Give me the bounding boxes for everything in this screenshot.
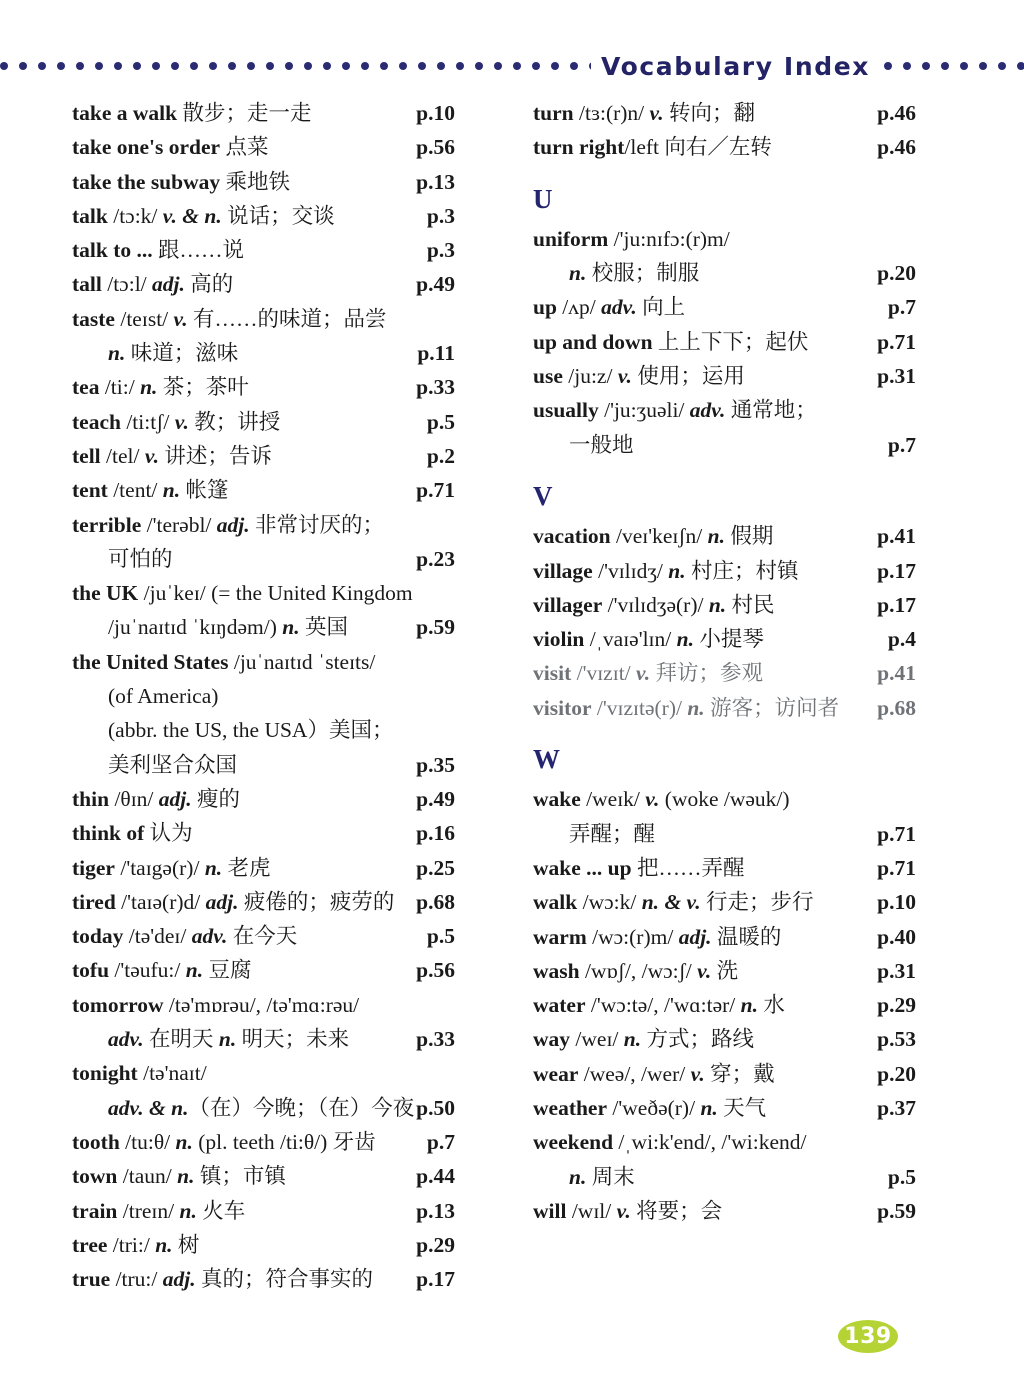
entry-continuation-line: (of America): [108, 684, 219, 709]
entry-text: [72, 645, 527, 782]
vocabulary-entry: [72, 576, 527, 645]
entry-headword-line: tree /tri:/ n. 树 p.29: [72, 1228, 455, 1262]
vocabulary-entry: [533, 325, 988, 359]
entry-page-reference: p.29: [877, 993, 916, 1018]
entry-page-reference: p.29: [416, 1232, 455, 1257]
entry-headword-line: weekend /ˌwi:k'end/, /'wi:kend/: [533, 1130, 807, 1155]
vocabulary-entry: [72, 405, 527, 439]
vocabulary-entry: [533, 359, 988, 393]
entry-page-reference: p.35: [416, 752, 455, 777]
header-dot: [304, 62, 312, 70]
header-dot: [475, 62, 483, 70]
vocabulary-entry: [72, 302, 527, 371]
entry-headword-line: tea /ti:/ n. 茶；茶叶 p.33: [72, 370, 455, 404]
entry-page-reference: p.23: [416, 546, 455, 571]
vocabulary-entry: [72, 1159, 527, 1193]
vocabulary-entry: [533, 290, 988, 324]
entry-text: [533, 393, 988, 462]
page-number-badge: [838, 1320, 898, 1353]
entry-text: [533, 96, 988, 130]
entry-page-reference: p.17: [416, 1267, 455, 1292]
vocabulary-entry: [72, 782, 527, 816]
vocabulary-entry: [72, 473, 527, 507]
entry-text: [533, 988, 988, 1022]
entry-continuation-line: n. 周末 p.5: [533, 1160, 916, 1194]
header-dot: [228, 62, 236, 70]
entry-text: [533, 1194, 988, 1228]
entry-text: [533, 519, 988, 553]
vocabulary-entry: [72, 233, 527, 267]
header-dot: [532, 62, 540, 70]
entry-headword-line: turn right/left 向右／左转 p.46: [533, 130, 916, 164]
entry-headword-line: wear /weə/, /wer/ v. 穿；戴 p.20: [533, 1057, 916, 1091]
entry-page-reference: p.11: [417, 341, 455, 366]
header-dot: [494, 62, 502, 70]
entry-page-reference: p.41: [877, 661, 916, 686]
header-dot: [76, 62, 84, 70]
entry-headword-line: town /taun/ n. 镇；市镇 p.44: [72, 1159, 455, 1193]
entry-continuation-line: 可怕的 p.23: [72, 542, 455, 576]
entry-text: [533, 1125, 988, 1194]
entry-text: [533, 782, 988, 851]
entry-text: [533, 920, 988, 954]
entry-page-reference: p.59: [416, 615, 455, 640]
entry-page-reference: p.56: [416, 958, 455, 983]
entry-text: [72, 508, 527, 577]
entry-text: [72, 199, 527, 233]
entry-continuation-line: adv. 在明天 n. 明天；未来 p.33: [72, 1022, 455, 1056]
vocabulary-entry: [533, 1022, 988, 1056]
entry-headword-line: take one's order 点菜 p.56: [72, 130, 455, 164]
page-header: [0, 44, 1024, 88]
entry-page-reference: p.68: [877, 695, 916, 720]
entry-headword-line: wake /weɪk/ v. (woke /wəuk/): [533, 787, 790, 812]
entry-text: [72, 919, 527, 953]
entry-headword-line: terrible /'terəbl/ adj. 非常讨厌的；: [72, 512, 385, 537]
vocabulary-entry: [72, 885, 527, 919]
entry-page-reference: p.31: [877, 958, 916, 983]
entry-text: [533, 885, 988, 919]
header-dot: [95, 62, 103, 70]
entry-page-reference: p.33: [416, 375, 455, 400]
vocabulary-entry: [72, 1056, 527, 1125]
entry-text: [72, 816, 527, 850]
vocabulary-entry: [533, 988, 988, 1022]
entry-page-reference: p.13: [416, 1198, 455, 1223]
vocabulary-entry: [533, 920, 988, 954]
entry-page-reference: p.71: [877, 329, 916, 354]
entry-headword-line: uniform /'ju:nɪfɔ:(r)m/: [533, 226, 730, 251]
entry-page-reference: p.40: [877, 924, 916, 949]
entry-text: [533, 359, 988, 393]
entry-text: [72, 1056, 527, 1125]
section-letter-v: V: [533, 480, 553, 511]
header-dot: [437, 62, 445, 70]
entry-headword-line: the United States /juˈnaɪtɪd ˈsteɪts/: [72, 649, 376, 674]
entry-headword-line: up and down 上上下下；起伏 p.71: [533, 325, 916, 359]
vocabulary-entry: [533, 519, 988, 553]
header-dot: [0, 62, 8, 70]
vocabulary-entry: [533, 622, 988, 656]
entry-page-reference: p.10: [877, 890, 916, 915]
vocabulary-entry: [533, 1194, 988, 1228]
header-dot: [941, 62, 949, 70]
vocabulary-entry: [72, 130, 527, 164]
entry-text: [533, 325, 988, 359]
header-dot: [998, 62, 1006, 70]
page-number-text: 139: [844, 1324, 892, 1349]
entry-headword-line: tofu /'təufu:/ n. 豆腐 p.56: [72, 953, 455, 987]
header-dot: [133, 62, 141, 70]
vocabulary-entry: [533, 656, 988, 690]
entry-headword-line: water /'wɔ:tə/, /'wɑ:tər/ n. 水 p.29: [533, 988, 916, 1022]
header-dot-run-left: [0, 44, 591, 88]
header-dot: [19, 62, 27, 70]
vocabulary-entry: [72, 1262, 527, 1296]
entry-text: [72, 1159, 527, 1193]
entry-continuation-line: n. 校服；制服 p.20: [533, 256, 916, 290]
entry-continuation-line: adv. & n.（在）今晚；（在）今夜 p.50: [72, 1091, 455, 1125]
header-dot: [418, 62, 426, 70]
entry-page-reference: p.7: [887, 432, 916, 457]
header-dot: [513, 62, 521, 70]
header-dot: [266, 62, 274, 70]
entry-text: [72, 405, 527, 439]
entry-page-reference: p.71: [416, 478, 455, 503]
entry-page-reference: p.33: [416, 1027, 455, 1052]
entry-page-reference: p.46: [877, 101, 916, 125]
entry-headword-line: tiger /'taɪgə(r)/ n. 老虎 p.25: [72, 851, 455, 885]
entry-text: [533, 1022, 988, 1056]
entry-page-reference: p.49: [416, 786, 455, 811]
vocabulary-entry: [72, 508, 527, 577]
entry-headword-line: tell /tel/ v. 讲述；告诉 p.2: [72, 439, 455, 473]
vocabulary-entry: [72, 1125, 527, 1159]
entry-text: [533, 1091, 988, 1125]
entry-headword-line: will /wɪl/ v. 将要；会 p.59: [533, 1194, 916, 1228]
entry-text: [72, 370, 527, 404]
vocabulary-entry: [533, 96, 988, 130]
entry-headword-line: violin /ˌvaɪə'lɪn/ n. 小提琴 p.4: [533, 622, 916, 656]
entry-headword-line: today /tə'deɪ/ adv. 在今天 p.5: [72, 919, 455, 953]
entry-headword-line: tired /'taɪə(r)d/ adj. 疲倦的；疲劳的 p.68: [72, 885, 455, 919]
entry-page-reference: p.68: [416, 889, 455, 914]
entry-headword-line: warm /wɔ:(r)m/ adj. 温暖的 p.40: [533, 920, 916, 954]
vocabulary-entry: [533, 393, 988, 462]
entry-page-reference: p.5: [426, 409, 455, 434]
entry-page-reference: p.50: [416, 1095, 455, 1120]
entry-page-reference: p.46: [877, 135, 916, 160]
entry-headword-line: take a walk 散步；走一走 p.10: [72, 96, 455, 130]
entry-headword-line: tonight /tə'naɪt/: [72, 1061, 207, 1086]
entry-continuation-line: n. 味道；滋味 p.11: [72, 336, 455, 370]
entry-text: [72, 439, 527, 473]
header-dot: [922, 62, 930, 70]
vocabulary-entry: [72, 199, 527, 233]
entry-page-reference: p.2: [426, 443, 455, 468]
entry-page-reference: p.7: [887, 295, 916, 320]
index-columns: [0, 96, 1024, 1326]
vocabulary-entry: [533, 588, 988, 622]
entry-page-reference: p.17: [877, 592, 916, 617]
vocabulary-column-left: [72, 96, 527, 1296]
entry-headword-line: take the subway 乘地铁 p.13: [72, 165, 455, 199]
entry-headword-line: visit /'vɪzɪt/ v. 拜访；参观 p.41: [533, 656, 916, 690]
vocabulary-entry: [72, 851, 527, 885]
entry-text: [533, 954, 988, 988]
vocabulary-column-right: [533, 96, 988, 1228]
header-dot: [171, 62, 179, 70]
entry-text: [533, 851, 988, 885]
header-dot: [57, 62, 65, 70]
vocabulary-entry: [72, 988, 527, 1057]
entry-page-reference: p.16: [416, 821, 455, 846]
entry-text: [533, 588, 988, 622]
vocabulary-entry: [72, 1194, 527, 1228]
header-dot: [247, 62, 255, 70]
entry-page-reference: p.10: [416, 101, 455, 125]
entry-headword-line: wash /wɒʃ/, /wɔ:ʃ/ v. 洗 p.31: [533, 954, 916, 988]
header-dot: [979, 62, 987, 70]
entry-page-reference: p.7: [426, 1129, 455, 1154]
entry-headword-line: tomorrow /tə'mɒrəu/, /tə'mɑ:rəu/: [72, 992, 360, 1017]
entry-text: [72, 233, 527, 267]
vocabulary-entry: [72, 165, 527, 199]
vocabulary-entry: [533, 885, 988, 919]
header-dot: [342, 62, 350, 70]
vocabulary-entry: [72, 370, 527, 404]
entry-headword-line: up /ʌp/ adv. 向上 p.7: [533, 290, 916, 324]
header-dot: [152, 62, 160, 70]
entry-text: [533, 1057, 988, 1091]
entry-page-reference: p.5: [426, 924, 455, 949]
entry-headword-line: usually /'ju:ʒuəli/ adv. 通常地；: [533, 398, 817, 423]
entry-headword-line: talk to ... 跟……说 p.3: [72, 233, 455, 267]
header-dot: [960, 62, 968, 70]
vocabulary-entry: [72, 816, 527, 850]
vocabulary-entry: [533, 851, 988, 885]
header-dot: [38, 62, 46, 70]
header-dot: [884, 62, 892, 70]
entry-text: [533, 554, 988, 588]
header-dot: [551, 62, 559, 70]
entry-page-reference: p.71: [877, 855, 916, 880]
header-dot: [1017, 62, 1024, 70]
vocabulary-entry: [533, 691, 988, 725]
entry-headword-line: weather /'weðə(r)/ n. 天气 p.37: [533, 1091, 916, 1125]
vocabulary-entry: [533, 782, 988, 851]
entry-headword-line: tooth /tu:θ/ n. (pl. teeth /ti:θ/) 牙齿 p.7: [72, 1125, 455, 1159]
vocabulary-entry: [533, 954, 988, 988]
entry-headword-line: true /tru:/ adj. 真的；符合事实的 p.17: [72, 1262, 455, 1296]
entry-page-reference: p.31: [877, 364, 916, 389]
header-dot: [114, 62, 122, 70]
entry-page-reference: p.20: [877, 261, 916, 286]
vocabulary-entry: [533, 1125, 988, 1194]
entry-headword-line: teach /ti:tʃ/ v. 教；讲授 p.5: [72, 405, 455, 439]
entry-text: [533, 222, 988, 291]
entry-page-reference: p.56: [416, 135, 455, 160]
header-dot: [361, 62, 369, 70]
vocabulary-entry: [72, 953, 527, 987]
entry-text: [72, 885, 527, 919]
entry-page-reference: p.5: [887, 1164, 916, 1189]
header-dot: [190, 62, 198, 70]
entry-headword-line: talk /tɔ:k/ v. & n. 说话；交谈 p.3: [72, 199, 455, 233]
entry-headword-line: thin /θɪn/ adj. 瘦的 p.49: [72, 782, 455, 816]
entry-headword-line: taste /teɪst/ v. 有……的味道；品尝: [72, 306, 387, 331]
entry-text: [72, 953, 527, 987]
entry-continuation-line: /juˈnaɪtɪd ˈkɪŋdəm/) n. 英国 p.59: [72, 610, 455, 644]
vocabulary-entry: [72, 96, 527, 130]
vocabulary-entry: [533, 1091, 988, 1125]
entry-text: [72, 165, 527, 199]
entry-headword-line: wake ... up 把……弄醒 p.71: [533, 851, 916, 885]
entry-page-reference: p.3: [426, 238, 455, 263]
entry-page-reference: p.49: [416, 272, 455, 297]
entry-page-reference: p.4: [887, 627, 916, 652]
entry-headword-line: train /treɪn/ n. 火车 p.13: [72, 1194, 455, 1228]
entry-continuation-line: (abbr. the US, the USA）美国；: [108, 718, 394, 743]
vocabulary-entry: [72, 267, 527, 301]
entry-text: [72, 851, 527, 885]
entry-headword-line: the UK /juˈkeɪ/ (= the United Kingdom: [72, 581, 413, 606]
header-dot: [456, 62, 464, 70]
entry-headword-line: villager /'vɪlɪdʒə(r)/ n. 村民 p.17: [533, 588, 916, 622]
entry-headword-line: tent /tent/ n. 帐篷 p.71: [72, 473, 455, 507]
entry-page-reference: p.13: [416, 169, 455, 194]
entry-text: [72, 988, 527, 1057]
header-dot: [380, 62, 388, 70]
entry-headword-line: vacation /veɪ'keɪʃn/ n. 假期 p.41: [533, 519, 916, 553]
entry-text: [533, 656, 988, 690]
header-dot-run-right: [884, 44, 1024, 88]
entry-headword-line: way /weɪ/ n. 方式；路线 p.53: [533, 1022, 916, 1056]
entry-text: [72, 1228, 527, 1262]
vocabulary-entry: [533, 130, 988, 164]
header-dot: [570, 62, 578, 70]
page-title: Vocabulary Index: [601, 51, 870, 81]
entry-page-reference: p.71: [877, 821, 916, 846]
entry-continuation-line: 一般地 p.7: [533, 428, 916, 462]
entry-page-reference: p.44: [416, 1164, 455, 1189]
entry-text: [72, 782, 527, 816]
header-dot: [323, 62, 331, 70]
entry-headword-line: use /ju:z/ v. 使用；运用 p.31: [533, 359, 916, 393]
vocabulary-entry: [533, 222, 988, 291]
vocabulary-entry: [72, 645, 527, 782]
entry-continuation-line: 美利坚合众国 p.35: [72, 748, 455, 782]
entry-page-reference: p.20: [877, 1061, 916, 1086]
entry-text: [533, 290, 988, 324]
entry-page-reference: p.37: [877, 1096, 916, 1121]
entry-page-reference: p.17: [877, 558, 916, 583]
entry-text: [533, 130, 988, 164]
entry-page-reference: p.59: [877, 1198, 916, 1223]
entry-text: [72, 267, 527, 301]
entry-headword-line: think of 认为 p.16: [72, 816, 455, 850]
entry-continuation-line: 弄醒；醒 p.71: [533, 817, 916, 851]
vocabulary-entry: [533, 1057, 988, 1091]
entry-headword-line: turn /tɜ:(r)n/ v. 转向；翻 p.46: [533, 96, 916, 130]
header-dot: [903, 62, 911, 70]
entry-page-reference: p.3: [426, 203, 455, 228]
entry-headword-line: visitor /'vɪzɪtə(r)/ n. 游客；访问者 p.68: [533, 691, 916, 725]
header-dot: [209, 62, 217, 70]
entry-text: [72, 130, 527, 164]
entry-headword-line: walk /wɔ:k/ n. & v. 行走；步行 p.10: [533, 885, 916, 919]
entry-text: [72, 1262, 527, 1296]
section-letter-u: U: [533, 183, 553, 214]
entry-text: [72, 1194, 527, 1228]
header-dot: [285, 62, 293, 70]
entry-page-reference: p.53: [877, 1027, 916, 1052]
entry-headword-line: tall /tɔ:l/ adj. 高的 p.49: [72, 267, 455, 301]
entry-text: [72, 576, 527, 645]
entry-text: [72, 473, 527, 507]
entry-text: [533, 622, 988, 656]
entry-headword-line: village /'vɪlɪdʒ/ n. 村庄；村镇 p.17: [533, 554, 916, 588]
section-letter-w: W: [533, 744, 560, 775]
vocabulary-entry: [533, 554, 988, 588]
entry-page-reference: p.25: [416, 855, 455, 880]
vocabulary-entry: [72, 919, 527, 953]
entry-text: [533, 691, 988, 725]
entry-text: [72, 302, 527, 371]
entry-text: [72, 1125, 527, 1159]
vocabulary-entry: [72, 1228, 527, 1262]
entry-text: [72, 96, 527, 130]
entry-page-reference: p.41: [877, 524, 916, 549]
header-dot: [399, 62, 407, 70]
vocabulary-entry: [72, 439, 527, 473]
